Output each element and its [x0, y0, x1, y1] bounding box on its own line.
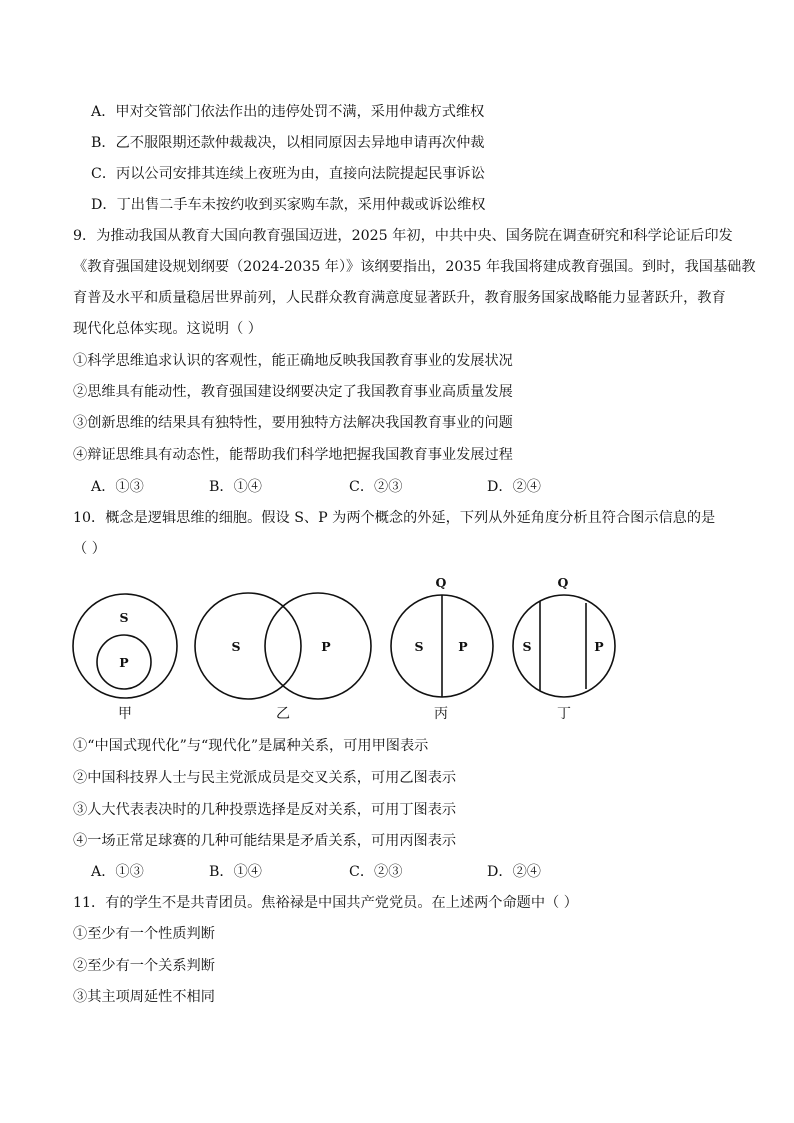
q9-choice-c[interactable]: C．②③ [349, 479, 403, 495]
q9-stem-line-2: 《教育强国建设规划纲要（2024-2035 年）》该纲要指出，2035 年我国将建成教育强国。到时，我国基础教 [73, 259, 756, 275]
q9-statement-4: ④辩证思维具有动态性，能帮助我们科学地把握我国教育事业发展过程 [73, 447, 513, 463]
q10-answer-choices [91, 862, 611, 882]
q10-choice-c[interactable]: C．②③ [349, 864, 403, 880]
diagram-bing-label-p: P [458, 639, 468, 654]
q8-option-c: C．丙以公司安排其连续上夜班为由，直接向法院提起民事诉讼 [91, 166, 485, 182]
q10-choice-b[interactable]: B．①④ [209, 864, 262, 880]
q10-statement-1: ①“中国式现代化”与“现代化”是属种关系，可用甲图表示 [73, 738, 429, 754]
q10-stem-line-2: （ ） [73, 541, 106, 557]
q8-option-a: A．甲对交管部门依法作出的违停处罚不满，采用仲裁方式维权 [91, 104, 485, 120]
diagram-jia-caption: 甲 [118, 706, 132, 722]
q8-option-b: B．乙不服限期还款仲裁裁决，以相同原因去异地申请再次仲裁 [91, 135, 485, 151]
diagram-yi-label-p: P [321, 639, 331, 654]
diagram-yi-label-s: S [231, 639, 241, 654]
diagram-bing-label-s: S [414, 639, 424, 654]
q11-statement-2: ②至少有一个关系判断 [73, 958, 215, 974]
q9-stem-line-3: 育普及水平和质量稳居世界前列，人民群众教育满意度显著跃升，教育服务国家战略能力显著跃升，教育 [73, 290, 726, 306]
q10-stem-line-1: 10．概念是逻辑思维的细胞。假设 S、P 为两个概念的外延，下列从外延角度分析且符合图示信息的是 [73, 510, 716, 526]
q9-stem-line-1: 9．为推动我国从教育大国向教育强国迈进，2025 年初，中共中央、国务院在调查研究和科学论证后印发 [73, 228, 733, 244]
q11-statement-1: ①至少有一个性质判断 [73, 926, 215, 942]
diagram-jia-label-s: S [119, 610, 129, 625]
diagram-ding-label-q: Q [557, 575, 569, 590]
q9-statement-2: ②思维具有能动性，教育强国建设纲要决定了我国教育事业高质量发展 [73, 384, 513, 400]
q9-stem-line-4: 现代化总体实现。这说明（ ） [73, 321, 262, 337]
q10-choice-d[interactable]: D．②④ [487, 864, 541, 880]
q9-choice-a[interactable]: A．①③ [91, 479, 144, 495]
diagram-ding-caption: 丁 [557, 706, 571, 722]
diagram-yi-right-circle [265, 593, 371, 699]
diagram-ding-label-p: P [594, 639, 604, 654]
diagram-bing-label-q: Q [435, 575, 447, 590]
q9-statement-1: ①科学思维追求认识的客观性，能正确地反映我国教育事业的发展状况 [73, 353, 513, 369]
q11-stem: 11．有的学生不是共青团员。焦裕禄是中国共产党党员。在上述两个命题中（ ） [73, 895, 578, 911]
diagram-bing-caption: 丙 [434, 706, 448, 722]
diagram-ding-label-s: S [522, 639, 532, 654]
q10-choice-a[interactable]: A．①③ [91, 864, 144, 880]
q9-statement-3: ③创新思维的结果具有独特性，要用独特方法解决我国教育事业的问题 [73, 415, 513, 431]
diagram-yi-left-circle [195, 593, 301, 699]
q9-choice-d[interactable]: D．②④ [487, 479, 541, 495]
q8-option-d: D．丁出售二手车未按约收到买家购车款，采用仲裁或诉讼维权 [91, 197, 486, 213]
diagram-yi-caption: 乙 [276, 706, 290, 722]
q11-statement-3: ③其主项周延性不相同 [73, 989, 215, 1005]
q9-choice-b[interactable]: B．①④ [209, 479, 262, 495]
q10-statement-4: ④一场正常足球赛的几种可能结果是矛盾关系，可用丙图表示 [73, 833, 457, 849]
diagram-jia-label-p: P [119, 655, 129, 670]
q10-statement-3: ③人大代表表决时的几种投票选择是反对关系，可用丁图表示 [73, 802, 457, 818]
q10-statement-2: ②中国科技界人士与民主党派成员是交叉关系，可用乙图表示 [73, 770, 457, 786]
